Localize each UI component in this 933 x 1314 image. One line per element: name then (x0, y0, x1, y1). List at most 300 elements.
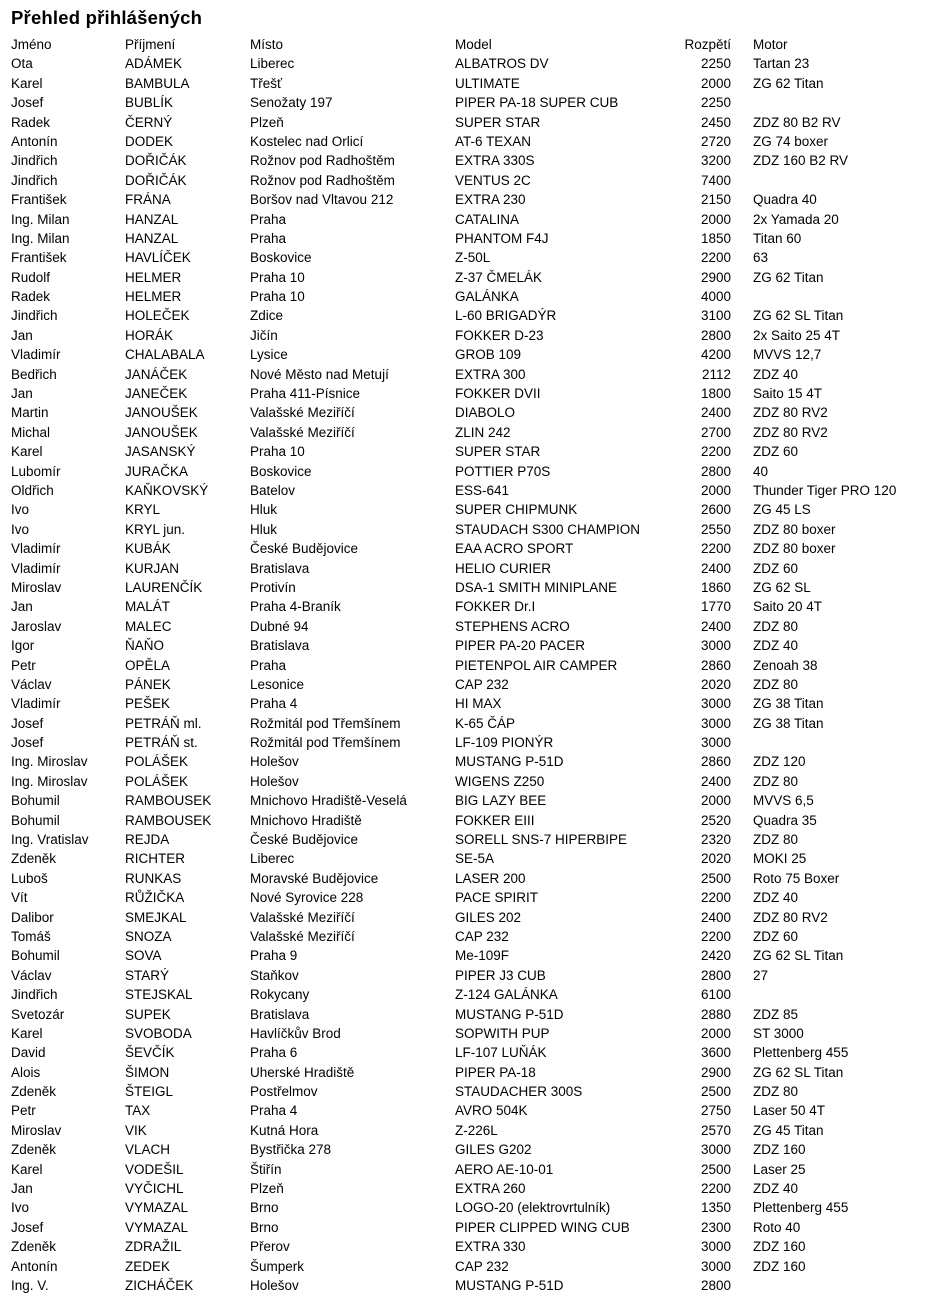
table-row (11, 113, 933, 132)
motor-cell: ZDZ 40 (753, 1181, 799, 1197)
place-cell: Rožmitál pod Třemšínem (250, 715, 401, 731)
model-cell: PHANTOM F4J (455, 230, 549, 246)
place-cell: Plzeň (250, 1181, 284, 1197)
motor-cell: Tartan 23 (753, 56, 810, 72)
place-cell: Praha 4 (250, 1103, 298, 1119)
surname-cell: VIK (125, 1122, 147, 1138)
first-name-cell: Zdeněk (11, 851, 57, 867)
first-name-cell: Oldřich (11, 482, 54, 498)
wingspan-cell: 6100 (700, 987, 731, 1003)
wingspan-cell: 2300 (700, 1219, 731, 1235)
place-cell: Batelov (250, 482, 296, 498)
motor-cell: ST 3000 (753, 1025, 804, 1041)
table-row (11, 287, 933, 306)
motor-cell: Quadra 35 (753, 812, 817, 828)
place-cell: Mnichovo Hradiště-Veselá (250, 793, 407, 809)
table-row (11, 772, 933, 791)
page-title: Přehled přihlášených (11, 7, 203, 28)
place-cell: České Budějovice (250, 541, 359, 557)
wingspan-cell: 2000 (700, 793, 731, 809)
surname-cell: HELMER (125, 289, 182, 305)
place-cell: Přerov (250, 1239, 290, 1255)
motor-cell: ZDZ 85 (753, 1006, 799, 1022)
place-cell: Protivín (250, 579, 296, 595)
first-name-cell: Ing. Vratislav (11, 832, 89, 848)
motor-cell: 2x Yamada 20 (753, 211, 839, 227)
place-cell: Praha 9 (250, 948, 298, 964)
wingspan-cell: 3000 (700, 1142, 731, 1158)
surname-cell: HORÁK (125, 327, 174, 343)
first-name-cell: Zdeněk (11, 1142, 57, 1158)
place-cell: Bratislava (250, 638, 310, 654)
motor-cell (731, 171, 933, 190)
wingspan-cell: 2150 (700, 192, 731, 208)
place-cell: Staňkov (250, 967, 299, 983)
place-cell: Havlíčkův Brod (250, 1025, 341, 1041)
surname-cell: PETRÁŇ st. (125, 735, 198, 751)
table-row (11, 520, 933, 539)
model-cell: EXTRA 260 (455, 1181, 526, 1197)
first-name-cell: Václav (11, 967, 52, 983)
first-name-cell: Josef (11, 1219, 44, 1235)
first-name-cell: Radek (11, 114, 51, 130)
table-header-row (11, 35, 933, 54)
motor-cell: Roto 40 (753, 1219, 801, 1235)
first-name-cell: Jindřich (11, 987, 58, 1003)
wingspan-cell: 2200 (700, 444, 731, 460)
model-cell: ALBATROS DV (455, 56, 549, 72)
first-name-cell: Ota (11, 56, 33, 72)
place-cell: Praha 411-Písnice (250, 386, 361, 402)
first-name-cell: Jindřich (11, 153, 58, 169)
model-cell: EXTRA 330S (455, 153, 535, 169)
table-row (11, 1101, 933, 1120)
wingspan-cell: 2700 (700, 424, 731, 440)
model-cell: FOKKER DVII (455, 386, 541, 402)
table-row (11, 617, 933, 636)
motor-cell (731, 287, 933, 306)
model-cell: AVRO 504K (455, 1103, 528, 1119)
motor-cell: ZDZ 40 (753, 890, 799, 906)
model-cell: GILES 202 (455, 909, 522, 925)
place-cell: Boršov nad Vltavou 212 (250, 192, 394, 208)
surname-cell: VLACH (125, 1142, 171, 1158)
model-cell: SE-5A (455, 851, 495, 867)
motor-cell: ZDZ 80 (753, 832, 799, 848)
place-cell: Nové Město nad Metují (250, 366, 389, 382)
table-row (11, 1121, 933, 1140)
wingspan-cell: 2112 (701, 366, 731, 382)
place-cell: Senožaty 197 (250, 95, 333, 111)
surname-cell: ŠIMON (125, 1064, 170, 1080)
wingspan-cell: 1850 (700, 230, 731, 246)
motor-cell: ZDZ 80 B2 RV (753, 114, 841, 130)
surname-cell: VODEŠIL (125, 1161, 184, 1177)
table-row (11, 1198, 933, 1217)
wingspan-cell: 7400 (700, 172, 731, 188)
first-name-cell: Alois (11, 1064, 41, 1080)
first-name-cell: Zdeněk (11, 1239, 57, 1255)
surname-cell: ČERNÝ (125, 114, 173, 130)
surname-cell: KRYL jun. (125, 521, 186, 537)
table-row (11, 210, 933, 229)
table-row (11, 966, 933, 985)
motor-cell: Quadra 40 (753, 192, 817, 208)
table-row (11, 365, 933, 384)
table-row (11, 384, 933, 403)
place-cell: Praha 6 (250, 1045, 298, 1061)
place-cell: Rokycany (250, 987, 310, 1003)
place-cell: Praha (250, 211, 287, 227)
surname-cell: FRÁNA (125, 192, 171, 208)
model-cell: GROB 109 (455, 347, 522, 363)
first-name-cell: Ivo (11, 1200, 30, 1216)
table-row (11, 1043, 933, 1062)
first-name-cell: Luboš (11, 870, 48, 886)
wingspan-cell: 2200 (700, 1181, 731, 1197)
first-name-cell: Igor (11, 638, 35, 654)
wingspan-cell: 2550 (700, 521, 731, 537)
surname-cell: ŠEVČÍK (125, 1045, 175, 1061)
first-name-cell: Ivo (11, 521, 30, 537)
first-name-cell: Zdeněk (11, 1084, 57, 1100)
place-cell: Bratislava (250, 1006, 310, 1022)
surname-cell: PÁNEK (125, 676, 171, 692)
table-row (11, 345, 933, 364)
motor-cell: ZG 74 boxer (753, 133, 829, 149)
surname-cell: KURJAN (125, 560, 180, 576)
place-cell: Hluk (250, 502, 278, 518)
model-cell: VENTUS 2C (455, 172, 531, 188)
first-name-cell: Rudolf (11, 269, 51, 285)
wingspan-cell: 2880 (700, 1006, 731, 1022)
table-row (11, 849, 933, 868)
table-row (11, 1218, 933, 1237)
place-cell: Praha 4 (250, 696, 298, 712)
model-cell: MUSTANG P-51D (455, 1278, 564, 1293)
model-cell: Z-37 ČMELÁK (455, 269, 543, 285)
motor-cell: ZDZ 160 (753, 1142, 806, 1158)
model-cell: EAA ACRO SPORT (455, 541, 574, 557)
wingspan-cell: 2250 (700, 95, 731, 111)
place-cell: Praha 10 (250, 269, 305, 285)
first-name-cell: Ing. Miroslav (11, 773, 88, 789)
model-cell: POTTIER P70S (455, 463, 551, 479)
place-cell: Kostelec nad Orlicí (250, 133, 364, 149)
wingspan-cell: 1860 (700, 579, 731, 595)
wingspan-cell: 3000 (700, 715, 731, 731)
motor-cell: ZDZ 160 (753, 1258, 806, 1274)
column-header-surname: Příjmení (125, 37, 176, 52)
first-name-cell: Karel (11, 444, 43, 460)
table-row (11, 675, 933, 694)
model-cell: CAP 232 (455, 1258, 509, 1274)
wingspan-cell: 3000 (700, 1258, 731, 1274)
table-row (11, 306, 933, 325)
wingspan-cell: 2420 (700, 948, 731, 964)
motor-cell: ZG 38 Titan (753, 715, 824, 731)
place-cell: České Budějovice (250, 832, 359, 848)
wingspan-cell: 2400 (700, 405, 731, 421)
table-row (11, 946, 933, 965)
motor-cell: ZDZ 60 (753, 444, 799, 460)
wingspan-cell: 2570 (700, 1122, 731, 1138)
place-cell: Bratislava (250, 560, 310, 576)
wingspan-cell: 4200 (700, 347, 731, 363)
wingspan-cell: 2200 (700, 928, 731, 944)
model-cell: PIPER CLIPPED WING CUB (455, 1219, 630, 1235)
surname-cell: JANOUŠEK (125, 424, 198, 440)
surname-cell: STEJSKAL (125, 987, 193, 1003)
motor-cell: ZG 45 LS (753, 502, 811, 518)
registrants-table (11, 35, 933, 1295)
wingspan-cell: 2400 (700, 909, 731, 925)
motor-cell: ZG 62 Titan (753, 75, 824, 91)
surname-cell: MALÁT (125, 599, 171, 615)
motor-cell (731, 733, 933, 752)
table-row (11, 1160, 933, 1179)
model-cell: BIG LAZY BEE (455, 793, 547, 809)
table-row (11, 151, 933, 170)
table-row (11, 578, 933, 597)
model-cell: CATALINA (455, 211, 520, 227)
place-cell: Třešť (250, 75, 283, 91)
place-cell: Brno (250, 1200, 279, 1216)
surname-cell: ADÁMEK (125, 56, 183, 72)
model-cell: SUPER STAR (455, 444, 541, 460)
wingspan-cell: 2800 (700, 967, 731, 983)
first-name-cell: Josef (11, 735, 44, 751)
wingspan-cell: 2900 (700, 1064, 731, 1080)
model-cell: SOPWITH PUP (455, 1025, 550, 1041)
motor-cell: ZDZ 80 boxer (753, 521, 836, 537)
table-row (11, 636, 933, 655)
place-cell: Praha 10 (250, 289, 305, 305)
first-name-cell: Tomáš (11, 928, 51, 944)
wingspan-cell: 2800 (700, 1278, 731, 1293)
first-name-cell: Radek (11, 289, 51, 305)
table-row (11, 1005, 933, 1024)
table-row (11, 888, 933, 907)
place-cell: Moravské Budějovice (250, 870, 379, 886)
column-header-wingspan: Rozpětí (684, 37, 731, 52)
wingspan-cell: 2400 (700, 618, 731, 634)
motor-cell: Saito 20 4T (753, 599, 823, 615)
table-row (11, 1179, 933, 1198)
motor-cell: Laser 50 4T (753, 1103, 826, 1119)
motor-cell: Saito 15 4T (753, 386, 823, 402)
place-cell: Rožnov pod Radhoštěm (250, 153, 395, 169)
wingspan-cell: 1770 (700, 599, 731, 615)
wingspan-cell: 2020 (700, 851, 731, 867)
first-name-cell: Michal (11, 424, 51, 440)
motor-cell: 27 (753, 967, 769, 983)
model-cell: GILES G202 (455, 1142, 532, 1158)
model-cell: FOKKER D-23 (455, 327, 544, 343)
model-cell: CAP 232 (455, 928, 509, 944)
surname-cell: LAURENČÍK (125, 579, 203, 595)
motor-cell: ZDZ 120 (753, 754, 806, 770)
table-row (11, 927, 933, 946)
place-cell: Bystřička 278 (250, 1142, 332, 1158)
surname-cell: KAŇKOVSKÝ (125, 482, 209, 498)
column-header-place: Místo (250, 37, 284, 52)
place-cell: Šumperk (250, 1258, 305, 1274)
table-row (11, 791, 933, 810)
table-row (11, 190, 933, 209)
surname-cell: ZEDEK (125, 1258, 171, 1274)
model-cell: STAUDACH S300 CHAMPION (455, 521, 641, 537)
motor-cell: Plettenberg 455 (753, 1045, 849, 1061)
wingspan-cell: 2000 (700, 211, 731, 227)
first-name-cell: Bohumil (11, 793, 60, 809)
first-name-cell: Vladimír (11, 560, 61, 576)
model-cell: Z-226L (455, 1122, 498, 1138)
model-cell: PIPER PA-18 SUPER CUB (455, 95, 619, 111)
model-cell: K-65 ČÁP (455, 715, 516, 731)
place-cell: Rožmitál pod Třemšínem (250, 735, 401, 751)
surname-cell: MALEC (125, 618, 172, 634)
wingspan-cell: 2500 (700, 1161, 731, 1177)
surname-cell: JURAČKA (125, 463, 189, 479)
model-cell: Me-109F (455, 948, 510, 964)
table-row (11, 1082, 933, 1101)
table-row (11, 403, 933, 422)
place-cell: Valašské Meziříčí (250, 928, 355, 944)
first-name-cell: Lubomír (11, 463, 61, 479)
motor-cell: MVVS 12,7 (753, 347, 822, 363)
table-row (11, 908, 933, 927)
model-cell: SORELL SNS-7 HIPERBIPE (455, 832, 628, 848)
wingspan-cell: 3000 (700, 638, 731, 654)
model-cell: WIGENS Z250 (455, 773, 545, 789)
wingspan-cell: 2400 (700, 773, 731, 789)
table-row (11, 74, 933, 93)
place-cell: Kutná Hora (250, 1122, 319, 1138)
table-row (11, 559, 933, 578)
wingspan-cell: 2400 (700, 560, 731, 576)
model-cell: HELIO CURIER (455, 560, 552, 576)
wingspan-cell: 3100 (700, 308, 731, 324)
model-cell: DIABOLO (455, 405, 516, 421)
wingspan-cell: 2000 (700, 75, 731, 91)
wingspan-cell: 2800 (700, 463, 731, 479)
wingspan-cell: 1800 (700, 386, 731, 402)
first-name-cell: Jindřich (11, 172, 58, 188)
model-cell: GALÁNKA (455, 289, 519, 305)
column-header-motor: Motor (753, 37, 788, 52)
surname-cell: PEŠEK (125, 696, 171, 712)
first-name-cell: Antonín (11, 1258, 58, 1274)
place-cell: Štiřín (250, 1161, 282, 1177)
place-cell: Boskovice (250, 463, 312, 479)
table-row (11, 733, 933, 752)
model-cell: CAP 232 (455, 676, 509, 692)
first-name-cell: Petr (11, 657, 36, 673)
surname-cell: STARÝ (125, 967, 170, 983)
place-cell: Praha (250, 657, 287, 673)
wingspan-cell: 4000 (700, 289, 731, 305)
surname-cell: JANÁČEK (125, 366, 188, 382)
motor-cell: ZDZ 80 RV2 (753, 909, 828, 925)
first-name-cell: Ing. Milan (11, 230, 70, 246)
surname-cell: KRYL (125, 502, 161, 518)
first-name-cell: Martin (11, 405, 49, 421)
surname-cell: POLÁŠEK (125, 773, 189, 789)
surname-cell: HELMER (125, 269, 182, 285)
table-row (11, 694, 933, 713)
model-cell: Z-50L (455, 250, 491, 266)
place-cell: Jičín (250, 327, 278, 343)
motor-cell (731, 93, 933, 112)
wingspan-cell: 2200 (700, 541, 731, 557)
motor-cell: ZDZ 80 RV2 (753, 424, 828, 440)
first-name-cell: Petr (11, 1103, 36, 1119)
motor-cell: ZDZ 80 (753, 618, 799, 634)
first-name-cell: Bedřich (11, 366, 57, 382)
first-name-cell: Antonín (11, 133, 58, 149)
wingspan-cell: 2000 (700, 482, 731, 498)
motor-cell: ZDZ 80 (753, 1084, 799, 1100)
table-row (11, 481, 933, 500)
motor-cell: 2x Saito 25 4T (753, 327, 841, 343)
model-cell: PIPER PA-20 PACER (455, 638, 586, 654)
motor-cell: Zenoah 38 (753, 657, 818, 673)
first-name-cell: Ivo (11, 502, 30, 518)
table-row (11, 752, 933, 771)
model-cell: Z-124 GALÁNKA (455, 987, 558, 1003)
surname-cell: BAMBULA (125, 75, 190, 91)
surname-cell: REJDA (125, 832, 170, 848)
table-rows (11, 54, 933, 1295)
table-row (11, 423, 933, 442)
first-name-cell: Vít (11, 890, 28, 906)
model-cell: ULTIMATE (455, 75, 520, 91)
table-row (11, 326, 933, 345)
first-name-cell: Ing. Miroslav (11, 754, 88, 770)
surname-cell: DOŘIČÁK (125, 172, 187, 188)
motor-cell: ZDZ 160 B2 RV (753, 153, 849, 169)
surname-cell: JASANSKÝ (125, 444, 196, 460)
model-cell: EXTRA 230 (455, 192, 526, 208)
surname-cell: DOŘIČÁK (125, 153, 187, 169)
place-cell: Valašské Meziříčí (250, 909, 355, 925)
surname-cell: HAVLÍČEK (125, 250, 191, 266)
model-cell: PACE SPIRIT (455, 890, 539, 906)
table-row (11, 656, 933, 675)
model-cell: HI MAX (455, 696, 502, 712)
model-cell: SUPER STAR (455, 114, 541, 130)
model-cell: EXTRA 330 (455, 1239, 526, 1255)
motor-cell: Thunder Tiger PRO 120 (753, 482, 897, 498)
first-name-cell: Josef (11, 95, 44, 111)
table-row (11, 985, 933, 1004)
surname-cell: TAX (125, 1103, 151, 1119)
model-cell: STEPHENS ACRO (455, 618, 570, 634)
first-name-cell: Svetozár (11, 1006, 65, 1022)
place-cell: Praha (250, 230, 287, 246)
surname-cell: CHALABALA (125, 347, 205, 363)
surname-cell: HOLEČEK (125, 308, 190, 324)
place-cell: Valašské Meziříčí (250, 405, 355, 421)
wingspan-cell: 2450 (700, 114, 731, 130)
table-row (11, 54, 933, 73)
motor-cell: Laser 25 (753, 1161, 806, 1177)
first-name-cell: Bohumil (11, 948, 60, 964)
surname-cell: KUBÁK (125, 541, 171, 557)
surname-cell: POLÁŠEK (125, 754, 189, 770)
place-cell: Uherské Hradiště (250, 1064, 355, 1080)
